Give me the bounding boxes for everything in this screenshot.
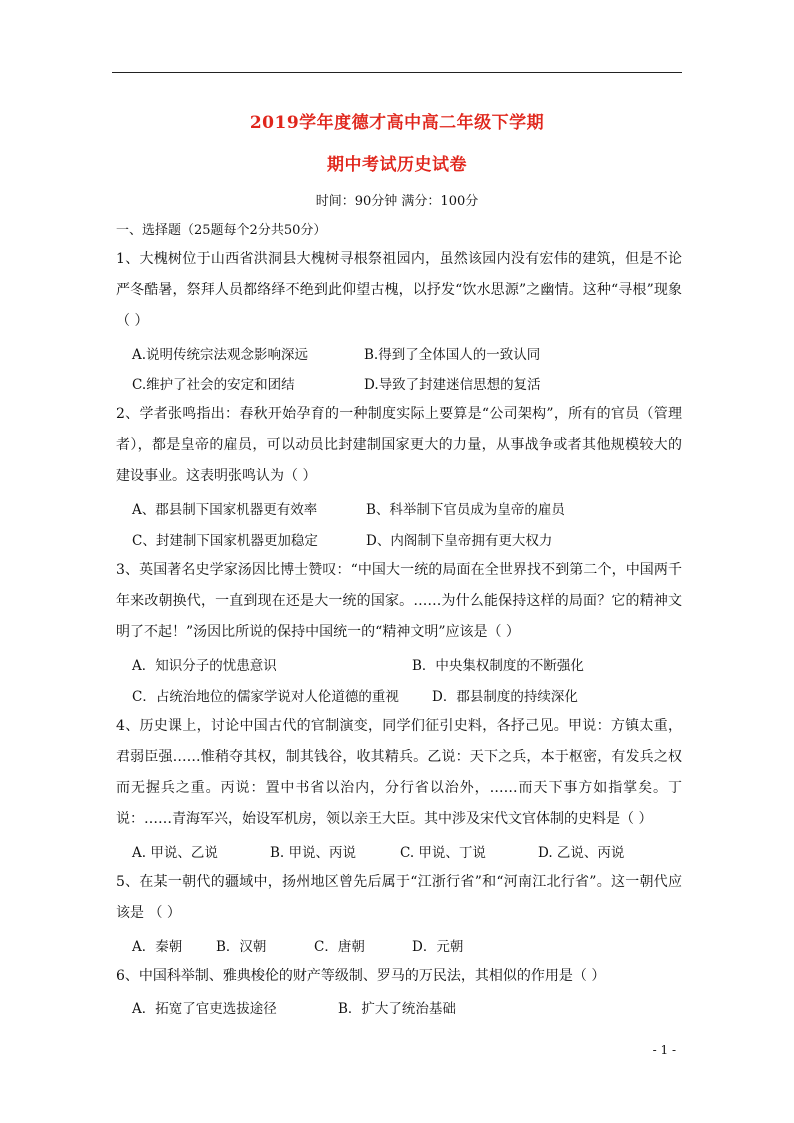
question-4-option-c: C. 甲说、丁说 <box>400 845 486 861</box>
question-3-option-a: A．知识分子的忧患意识 <box>132 658 277 674</box>
exam-title: 2019学年度德才高中高二年级下学期 <box>249 113 545 133</box>
question-5-option-b: B．汉朝 <box>216 939 267 955</box>
question-2-option-d: D、内阁制下皇帝拥有更大权力 <box>366 533 553 549</box>
header-rule <box>112 72 682 73</box>
question-4-option-d: D. 乙说、丙说 <box>538 845 625 861</box>
question-3-option-b: B．中央集权制度的不断强化 <box>412 658 584 674</box>
section-heading: 一、选择题（25题每个2分共50分） <box>116 223 327 238</box>
question-2: 2、学者张鸣指出：春秋开始孕育的一种制度实际上要算是“公司架构”，所有的官员（管理者），都是皇帝的雇员，可以动员比封建制国家更大的力量，从事战争或者其他规模较大的建设事业。这表明张鸣认为（ ） <box>116 406 682 484</box>
question-3: 3、英国著名史学家汤因比博士赞叹：“中国大一统的局面在全世界找不到第二个，中国两千年来改朝换代，一直到现在还是大一统的国家。……为什么能保持这样的局面？它的精神文明了不起！”汤因比所说的保持中国统一的“精神文明”应该是（ ） <box>116 562 682 640</box>
question-5-option-c: C．唐朝 <box>314 939 365 955</box>
page-number: - 1 - <box>652 1043 676 1057</box>
question-6-option-a: A．拓宽了官吏选拔途径 <box>132 1001 277 1017</box>
exam-subtitle: 期中考试历史试卷 <box>327 155 467 175</box>
question-1-option-b: B.得到了全体国人的一致认同 <box>364 347 541 363</box>
question-1: 1、大槐树位于山西省洪洞县大槐树寻根祭祖园内，虽然该园内没有宏伟的建筑，但是不论严冬酷暑，祭拜人员都络绎不绝到此仰望古槐，以抒发“饮水思源”之幽情。这种“寻根”现象（ ） <box>116 251 682 329</box>
question-5-option-d: D．元朝 <box>412 939 464 955</box>
question-5: 5、在某一朝代的疆域中，扬州地区曾先后属于“江浙行省”和“河南江北行省”。这一朝代应该是 （ ） <box>116 874 682 921</box>
question-6: 6、中国科举制、雅典梭伦的财产等级制、罗马的万民法，其相似的作用是（ ） <box>116 968 606 984</box>
question-2-option-c: C、封建制下国家机器更加稳定 <box>132 533 318 549</box>
question-1-option-a: A.说明传统宗法观念影响深远 <box>132 347 309 363</box>
question-1-option-d: D.导致了封建迷信思想的复活 <box>364 377 541 393</box>
question-3-option-d: D．郡县制度的持续深化 <box>432 689 578 705</box>
exam-time-score: 时间：90分钟 满分：100分 <box>315 194 479 209</box>
question-4-option-b: B. 甲说、丙说 <box>270 845 357 861</box>
question-3-option-c: C．占统治地位的儒家学说对人伦道德的重视 <box>132 689 399 705</box>
question-4-option-a: A. 甲说、乙说 <box>132 845 218 861</box>
question-2-option-b: B、科举制下官员成为皇帝的雇员 <box>366 502 565 518</box>
question-4: 4、历史课上，讨论中国古代的官制演变，同学们征引史料，各抒己见。甲说：方镇太重，君弱臣强……惟稍夺其权，制其钱谷，收其精兵。乙说：天下之兵，本于枢密，有发兵之权而无握兵之重。丙说：置中书省以治内，分行省以治外，……而天下事方如指掌矣。丁说：……青海军兴，始设军机房，领以亲王大臣。其中涉及宋代文官体制的史料是（ ） <box>116 718 682 827</box>
question-2-option-a: A、郡县制下国家机器更有效率 <box>132 502 318 518</box>
question-6-option-b: B．扩大了统治基础 <box>338 1001 456 1017</box>
question-5-option-a: A．秦朝 <box>132 939 183 955</box>
question-1-option-c: C.维护了社会的安定和团结 <box>132 377 295 393</box>
